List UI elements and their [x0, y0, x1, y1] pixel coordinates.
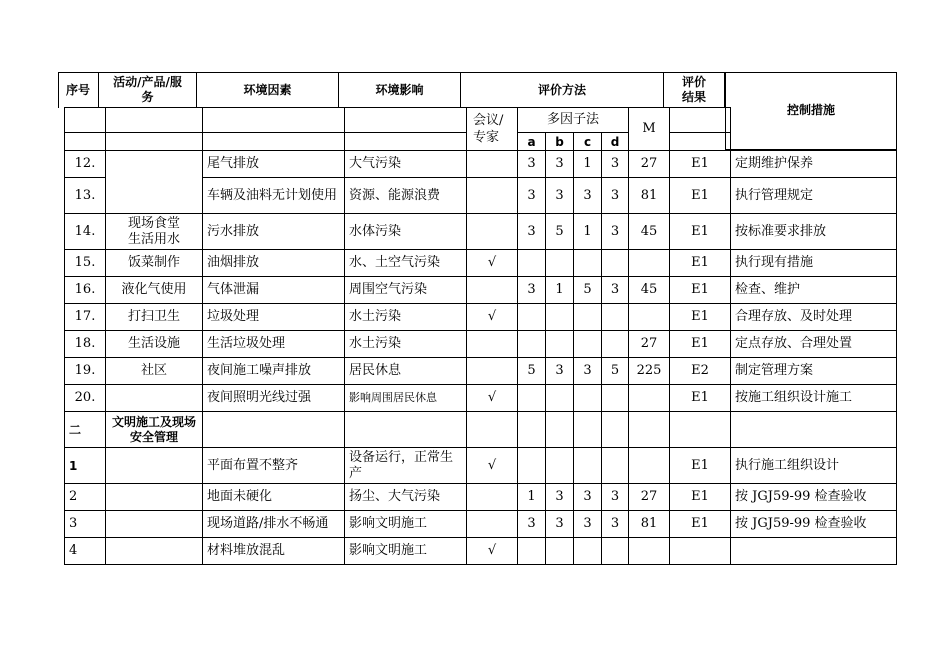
table-cell	[518, 304, 546, 331]
table-cell: E2	[670, 358, 731, 385]
table-cell: 合理存放、及时处理	[731, 304, 897, 331]
table-cell	[467, 214, 518, 250]
table-cell	[629, 304, 670, 331]
subheader-a: a	[518, 133, 546, 151]
table-cell: 周围空气污染	[345, 277, 467, 304]
table-cell: 按 JGJ59-99 检查验收	[731, 511, 897, 538]
table-cell: 水土污染	[345, 331, 467, 358]
table-cell	[670, 108, 731, 133]
table-cell	[670, 412, 731, 448]
table-cell: 3	[602, 214, 629, 250]
subheader-meeting: 会议/专家	[467, 108, 518, 151]
table-cell	[546, 304, 574, 331]
table-cell: 12.	[65, 151, 106, 178]
subheader-b: b	[546, 133, 574, 151]
table-row	[65, 304, 897, 331]
table-cell: 设备运行，正常生产	[345, 448, 467, 484]
table-row	[65, 250, 897, 277]
table-cell: E1	[670, 178, 731, 214]
table-cell: 地面未硬化	[203, 484, 345, 511]
table-cell: 1	[65, 448, 106, 484]
table-cell	[106, 133, 203, 151]
table-cell: 3	[518, 151, 546, 178]
table-cell: E1	[670, 385, 731, 412]
table-row	[65, 484, 897, 511]
table-cell: 3	[574, 511, 602, 538]
table-cell	[65, 108, 106, 133]
table-cell: 2	[65, 484, 106, 511]
header-index: 序号	[58, 72, 99, 108]
table-cell: 3	[602, 277, 629, 304]
header-impact: 环境影响	[339, 72, 461, 108]
table-cell: 27	[629, 484, 670, 511]
table-cell: 水、土空气污染	[345, 250, 467, 277]
table-cell	[574, 448, 602, 484]
table-cell	[518, 538, 546, 565]
table-cell	[467, 178, 518, 214]
table-cell: 社区	[106, 358, 203, 385]
table-cell: 19.	[65, 358, 106, 385]
table-cell: 5	[574, 277, 602, 304]
table-cell: 3	[546, 484, 574, 511]
table-cell	[670, 133, 731, 151]
table-cell	[629, 385, 670, 412]
table-cell: 17.	[65, 304, 106, 331]
table-cell	[467, 511, 518, 538]
header-activity: 活动/产品/服务	[99, 72, 197, 108]
table-cell: 3	[602, 484, 629, 511]
table-cell: √	[467, 304, 518, 331]
table-cell: 影响文明施工	[345, 511, 467, 538]
table-cell: 按 JGJ59-99 检查验收	[731, 484, 897, 511]
table-cell: E1	[670, 304, 731, 331]
table-cell: 3	[602, 178, 629, 214]
table-cell: 生活垃圾处理	[203, 331, 345, 358]
table-cell: 定期维护保养	[731, 151, 897, 178]
table-cell: 扬尘、大气污染	[345, 484, 467, 511]
table-cell: 4	[65, 538, 106, 565]
subheader-m: M	[629, 108, 670, 151]
table-cell: 现场食堂生活用水	[106, 214, 203, 250]
table-cell: E1	[670, 448, 731, 484]
table-row	[65, 385, 897, 412]
table-cell	[731, 538, 897, 565]
table-cell	[629, 448, 670, 484]
table-cell	[602, 448, 629, 484]
table-cell: 制定管理方案	[731, 358, 897, 385]
table-row	[65, 214, 897, 250]
evaluation-table	[64, 107, 897, 565]
table-cell	[106, 385, 203, 412]
table-cell	[203, 108, 345, 133]
table-cell: 1	[574, 214, 602, 250]
table-cell: 影响周围居民休息	[345, 385, 467, 412]
table-cell: 水土污染	[345, 304, 467, 331]
table-cell: 27	[629, 331, 670, 358]
table-cell	[467, 277, 518, 304]
table-cell	[345, 412, 467, 448]
table-cell	[602, 538, 629, 565]
table-cell	[574, 385, 602, 412]
table-cell	[518, 250, 546, 277]
table-cell	[518, 412, 546, 448]
table-cell: 执行现有措施	[731, 250, 897, 277]
table-cell	[602, 385, 629, 412]
table-cell: 生活设施	[106, 331, 203, 358]
header-control: 控制措施	[725, 72, 897, 150]
table-cell	[574, 250, 602, 277]
table-cell: 资源、能源浪费	[345, 178, 467, 214]
table-row	[65, 511, 897, 538]
table-cell: E1	[670, 484, 731, 511]
table-cell	[106, 538, 203, 565]
table-cell: 打扫卫生	[106, 304, 203, 331]
table-cell	[345, 108, 467, 133]
table-cell	[106, 448, 203, 484]
table-cell: 3	[546, 511, 574, 538]
table-cell: E1	[670, 214, 731, 250]
table-cell: 车辆及油料无计划使用	[203, 178, 345, 214]
table-cell: 油烟排放	[203, 250, 345, 277]
table-cell	[546, 385, 574, 412]
table-cell: 液化气使用	[106, 277, 203, 304]
table-cell: 垃圾处理	[203, 304, 345, 331]
table-cell: 1	[574, 151, 602, 178]
table-cell	[106, 108, 203, 133]
subheader-row	[65, 108, 897, 133]
table-cell	[467, 412, 518, 448]
table-cell: 居民休息	[345, 358, 467, 385]
table-cell: 3	[602, 511, 629, 538]
table-cell: 3	[546, 178, 574, 214]
table-cell: 材料堆放混乱	[203, 538, 345, 565]
table-cell: √	[467, 385, 518, 412]
table-cell: E1	[670, 331, 731, 358]
table-cell: 5	[546, 214, 574, 250]
table-cell: 3	[602, 151, 629, 178]
table-cell	[546, 412, 574, 448]
table-cell	[203, 133, 345, 151]
table-cell	[731, 412, 897, 448]
table-cell: 81	[629, 511, 670, 538]
table-cell: 45	[629, 214, 670, 250]
section-row	[65, 412, 897, 448]
table-cell	[467, 484, 518, 511]
table-cell	[106, 151, 203, 214]
table-row	[65, 277, 897, 304]
table-cell: 15.	[65, 250, 106, 277]
table-cell: 执行施工组织设计	[731, 448, 897, 484]
header-method: 评价方法	[461, 72, 664, 108]
table-cell: 饭菜制作	[106, 250, 203, 277]
table-cell	[518, 385, 546, 412]
table-cell	[574, 412, 602, 448]
table-cell: 气体泄漏	[203, 277, 345, 304]
table-cell: 3	[65, 511, 106, 538]
table-cell: 225	[629, 358, 670, 385]
table-cell	[106, 484, 203, 511]
table-cell	[518, 448, 546, 484]
table-cell: 27	[629, 151, 670, 178]
table-cell	[629, 538, 670, 565]
table-cell: 5	[518, 358, 546, 385]
table-cell: 文明施工及现场安全管理	[106, 412, 203, 448]
table-row	[65, 151, 897, 178]
table-cell: E1	[670, 277, 731, 304]
table-cell: 按施工组织设计施工	[731, 385, 897, 412]
table-cell: 执行管理规定	[731, 178, 897, 214]
table-cell: 3	[546, 358, 574, 385]
table-cell: 81	[629, 178, 670, 214]
table-cell	[574, 304, 602, 331]
table-cell: 16.	[65, 277, 106, 304]
subheader-d: d	[602, 133, 629, 151]
table-cell	[203, 412, 345, 448]
table-cell: 现场道路/排水不畅通	[203, 511, 345, 538]
table-cell: 按标准要求排放	[731, 214, 897, 250]
table-cell	[731, 133, 897, 151]
table-row	[65, 448, 897, 484]
table-cell: 大气污染	[345, 151, 467, 178]
table-cell	[546, 250, 574, 277]
table-cell	[574, 331, 602, 358]
table-cell: E1	[670, 511, 731, 538]
subheader-multi-factor: 多因子法	[518, 108, 629, 133]
table-cell	[518, 331, 546, 358]
table-cell: 14.	[65, 214, 106, 250]
table-cell: 平面布置不整齐	[203, 448, 345, 484]
table-cell: 3	[518, 511, 546, 538]
table-row	[65, 358, 897, 385]
table-cell	[546, 331, 574, 358]
subheader-c: c	[574, 133, 602, 151]
table-cell: 污水排放	[203, 214, 345, 250]
table-cell: 3	[574, 358, 602, 385]
table-cell	[602, 250, 629, 277]
table-cell: 1	[518, 484, 546, 511]
table-cell: √	[467, 448, 518, 484]
table-cell: 影响文明施工	[345, 538, 467, 565]
header-result: 评价结果	[664, 72, 725, 108]
table-cell	[629, 412, 670, 448]
table-cell: 水体污染	[345, 214, 467, 250]
table-cell: √	[467, 538, 518, 565]
table-cell	[467, 151, 518, 178]
table-cell: 45	[629, 277, 670, 304]
table-row	[65, 538, 897, 565]
table-cell	[574, 538, 602, 565]
table-cell	[670, 538, 731, 565]
table-cell: 1	[546, 277, 574, 304]
table-cell: 夜间施工噪声排放	[203, 358, 345, 385]
table-cell	[602, 412, 629, 448]
table-cell: 3	[574, 178, 602, 214]
table-cell	[546, 448, 574, 484]
table-cell	[602, 331, 629, 358]
table-cell	[345, 133, 467, 151]
table-cell: 3	[518, 178, 546, 214]
table-cell: 夜间照明光线过强	[203, 385, 345, 412]
table-cell: 3	[518, 214, 546, 250]
table-row	[65, 331, 897, 358]
table-cell: E1	[670, 250, 731, 277]
table-cell: E1	[670, 151, 731, 178]
table-cell	[467, 358, 518, 385]
table-cell	[65, 133, 106, 151]
table-cell: 3	[518, 277, 546, 304]
table-cell	[546, 538, 574, 565]
table-cell: 3	[546, 151, 574, 178]
header-factor: 环境因素	[197, 72, 339, 108]
table-cell: √	[467, 250, 518, 277]
table-cell	[106, 511, 203, 538]
table-cell	[629, 250, 670, 277]
table-cell	[467, 331, 518, 358]
table-cell	[731, 108, 897, 133]
table-cell: 3	[574, 484, 602, 511]
table-cell: 二	[65, 412, 106, 448]
table-cell: 20.	[65, 385, 106, 412]
table-cell: 18.	[65, 331, 106, 358]
table-cell: 5	[602, 358, 629, 385]
table-cell: 检查、维护	[731, 277, 897, 304]
table-cell	[602, 304, 629, 331]
table-cell: 定点存放、合理处置	[731, 331, 897, 358]
table-cell: 13.	[65, 178, 106, 214]
table-cell: 尾气排放	[203, 151, 345, 178]
